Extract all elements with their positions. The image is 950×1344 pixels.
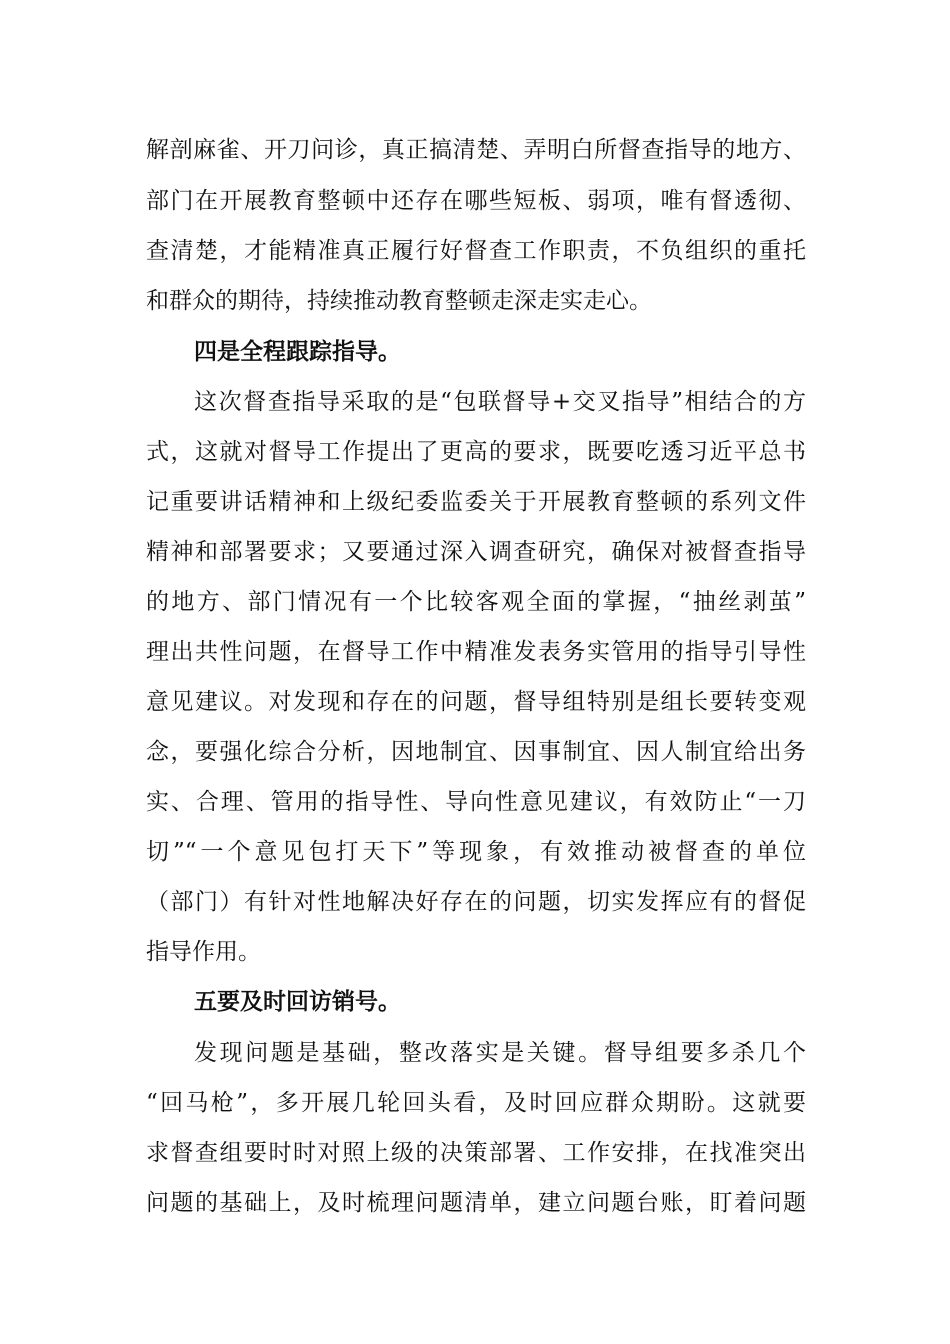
para3-line-4: 问题的基础上，及时梳理问题清单，建立问题台账，盯着问题 <box>146 1190 806 1216</box>
para2-line-5: 的地方、部门情况有一个比较客观全面的掌握，“抽丝剥茧” <box>146 589 806 615</box>
para2-line-10: 切”“一个意见包打天下”等现象，有效推动被督查的单位 <box>146 839 806 865</box>
para2-line-11: （部门）有针对性地解决好存在的问题，切实发挥应有的督促 <box>146 889 806 915</box>
para2-line-9: 实、合理、管用的指导性、导向性意见建议，有效防止“一刀 <box>146 789 806 815</box>
para2-line-4: 精神和部署要求；又要通过深入调查研究，确保对被督查指导 <box>146 539 806 565</box>
para2-line-2: 式，这就对督导工作提出了更高的要求，既要吃透习近平总书 <box>146 439 806 465</box>
para3-line-1: 发现问题是基础，整改落实是关键。督导组要多杀几个 <box>194 1040 806 1066</box>
para2-line-8: 念，要强化综合分析，因地制宜、因事制宜、因人制宜给出务 <box>146 739 806 765</box>
para1-line-4: 和群众的期待，持续推动教育整顿走深走实走心。 <box>146 288 652 314</box>
section-heading-4: 四是全程跟踪指导。 <box>194 339 401 365</box>
para1-line-2: 部门在开展教育整顿中还存在哪些短板、弱项，唯有督透彻、 <box>146 188 806 214</box>
para2-line-1: 这次督查指导采取的是“包联督导+交叉指导”相结合的方 <box>194 389 806 415</box>
para1-line-3: 查清楚，才能精准真正履行好督查工作职责，不负组织的重托 <box>146 238 806 264</box>
para3-line-2: “回马枪”，多开展几轮回头看，及时回应群众期盼。这就要 <box>146 1090 806 1116</box>
para2-line-6: 理出共性问题，在督导工作中精准发表务实管用的指导引导性 <box>146 639 806 665</box>
para1-line-1: 解剖麻雀、开刀问诊，真正搞清楚、弄明白所督查指导的地方、 <box>146 137 806 163</box>
para2-line-12: 指导作用。 <box>146 939 261 965</box>
para2-line-3: 记重要讲话精神和上级纪委监委关于开展教育整顿的系列文件 <box>146 489 806 515</box>
para3-line-3: 求督查组要时时对照上级的决策部署、工作安排，在找准突出 <box>146 1140 806 1166</box>
para2-line-7: 意见建议。对发现和存在的问题，督导组特别是组长要转变观 <box>146 689 806 715</box>
section-heading-5: 五要及时回访销号。 <box>194 989 401 1015</box>
